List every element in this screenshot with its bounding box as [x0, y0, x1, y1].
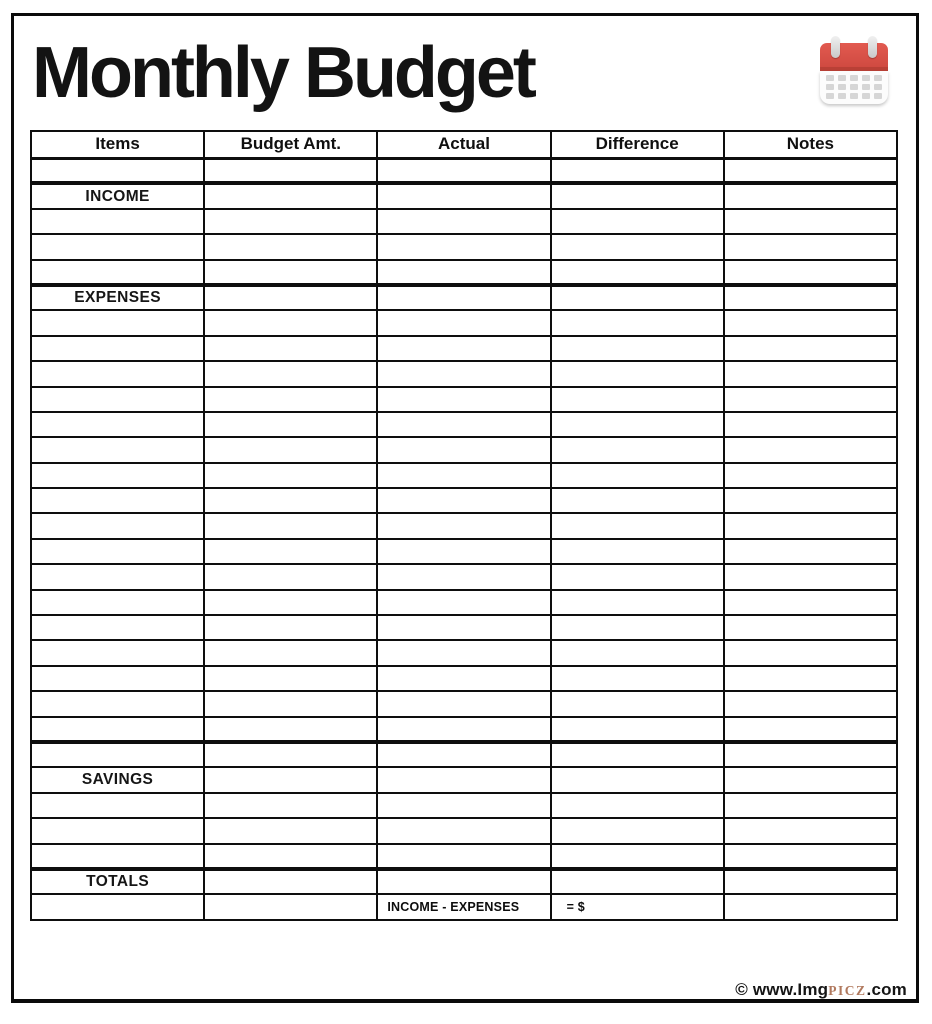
table-cell — [31, 412, 204, 437]
table-row — [31, 513, 897, 538]
table-cell — [551, 513, 724, 538]
table-cell — [724, 361, 897, 386]
watermark-suffix: .com — [866, 980, 907, 999]
table-cell — [204, 183, 377, 208]
watermark-prefix: © www.Img — [735, 980, 829, 999]
table-cell — [204, 894, 377, 919]
table-cell — [204, 564, 377, 589]
calendar-ring-icon — [831, 36, 840, 58]
table-cell — [31, 742, 204, 767]
table-cell-difference: = $ — [551, 894, 724, 919]
table-cell — [204, 869, 377, 894]
table-cell — [31, 691, 204, 716]
table-cell — [551, 260, 724, 285]
table-row — [31, 894, 897, 919]
table-cell — [377, 488, 550, 513]
calendar-dots — [820, 75, 888, 99]
table-cell — [724, 539, 897, 564]
table-cell — [31, 844, 204, 869]
table-cell — [31, 539, 204, 564]
table-row — [31, 209, 897, 234]
table-cell — [551, 564, 724, 589]
table-cell — [724, 844, 897, 869]
table-cell — [377, 539, 550, 564]
table-cell — [724, 412, 897, 437]
table-cell — [724, 742, 897, 767]
table-cell-items: EXPENSES — [31, 285, 204, 310]
table-row — [31, 361, 897, 386]
table-cell — [204, 615, 377, 640]
calendar-dot — [838, 75, 846, 81]
table-cell — [204, 437, 377, 462]
table-cell — [204, 209, 377, 234]
table-cell — [31, 564, 204, 589]
table-cell — [31, 361, 204, 386]
calendar-dot — [850, 84, 858, 90]
table-cell — [31, 336, 204, 361]
table-row — [31, 717, 897, 742]
table-cell-items: SAVINGS — [31, 767, 204, 792]
table-row — [31, 183, 897, 208]
calendar-ring-icon — [868, 36, 877, 58]
table-cell — [377, 310, 550, 335]
table-row — [31, 742, 897, 767]
table-row — [31, 691, 897, 716]
table-cell — [204, 691, 377, 716]
table-cell — [204, 310, 377, 335]
table-cell — [377, 742, 550, 767]
calendar-dot — [850, 75, 858, 81]
table-cell — [377, 615, 550, 640]
table-row — [31, 844, 897, 869]
table-cell — [31, 488, 204, 513]
table-cell — [551, 183, 724, 208]
table-cell — [31, 437, 204, 462]
table-body — [31, 158, 897, 920]
table-cell — [724, 437, 897, 462]
table-row — [31, 285, 897, 310]
table-cell — [31, 717, 204, 742]
calendar-dot — [862, 84, 870, 90]
column-header-actual: Actual — [377, 131, 550, 158]
table-cell — [724, 691, 897, 716]
table-cell — [724, 260, 897, 285]
table-cell — [377, 818, 550, 843]
table-cell — [724, 463, 897, 488]
column-header-budget-amt: Budget Amt. — [204, 131, 377, 158]
table-cell — [204, 285, 377, 310]
table-cell — [204, 234, 377, 259]
page-title: Monthly Budget — [32, 33, 534, 113]
table-cell — [724, 285, 897, 310]
table-row — [31, 590, 897, 615]
table-cell — [724, 513, 897, 538]
table-row — [31, 615, 897, 640]
table-cell — [551, 285, 724, 310]
calendar-dot — [826, 75, 834, 81]
table-cell — [31, 260, 204, 285]
calendar-dot — [826, 84, 834, 90]
table-row — [31, 234, 897, 259]
table-row — [31, 767, 897, 792]
table-row — [31, 666, 897, 691]
table-header-row — [31, 131, 897, 158]
table-cell — [551, 412, 724, 437]
table-row — [31, 488, 897, 513]
table-cell — [31, 513, 204, 538]
table-cell — [551, 387, 724, 412]
table-cell — [204, 767, 377, 792]
table-cell — [377, 183, 550, 208]
table-cell — [377, 209, 550, 234]
table-cell — [377, 158, 550, 183]
table-cell — [551, 361, 724, 386]
table-row — [31, 412, 897, 437]
table-cell — [377, 285, 550, 310]
table-cell — [377, 717, 550, 742]
table-cell — [31, 793, 204, 818]
table-cell — [551, 717, 724, 742]
table-row — [31, 260, 897, 285]
table-cell — [724, 640, 897, 665]
table-cell — [551, 767, 724, 792]
table-cell — [204, 742, 377, 767]
calendar-dot — [862, 75, 870, 81]
table-cell — [551, 209, 724, 234]
table-cell — [31, 310, 204, 335]
table-cell — [377, 691, 550, 716]
table-cell — [551, 336, 724, 361]
table-cell — [377, 463, 550, 488]
column-header-difference: Difference — [551, 131, 724, 158]
table-cell — [204, 844, 377, 869]
table-cell — [204, 260, 377, 285]
table-cell — [204, 463, 377, 488]
calendar-dot — [850, 93, 858, 99]
table-cell — [724, 615, 897, 640]
table-cell — [31, 666, 204, 691]
calendar-dot — [838, 84, 846, 90]
column-header-notes: Notes — [724, 131, 897, 158]
table-cell — [724, 894, 897, 919]
table-cell — [204, 818, 377, 843]
table-cell — [551, 158, 724, 183]
table-cell — [724, 818, 897, 843]
table-cell — [204, 488, 377, 513]
calendar-icon — [820, 36, 888, 104]
table-cell — [724, 310, 897, 335]
table-cell-actual: INCOME - EXPENSES — [377, 894, 550, 919]
table-cell — [551, 463, 724, 488]
watermark — [735, 980, 907, 1000]
table-cell — [31, 818, 204, 843]
column-header-items: Items — [31, 131, 204, 158]
table-cell — [551, 742, 724, 767]
table-cell — [377, 844, 550, 869]
table-cell — [724, 767, 897, 792]
table-cell — [204, 793, 377, 818]
table-cell — [204, 387, 377, 412]
table-cell — [204, 539, 377, 564]
table-cell — [724, 183, 897, 208]
table-cell — [724, 793, 897, 818]
table-cell — [551, 437, 724, 462]
table-cell — [377, 412, 550, 437]
table-cell — [551, 310, 724, 335]
table-cell — [204, 666, 377, 691]
table-row — [31, 640, 897, 665]
table-cell — [551, 844, 724, 869]
table-cell — [724, 209, 897, 234]
table-cell — [377, 793, 550, 818]
table-cell — [204, 590, 377, 615]
table-cell-items: INCOME — [31, 183, 204, 208]
table-row — [31, 336, 897, 361]
table-cell — [204, 513, 377, 538]
table-cell — [377, 767, 550, 792]
table-cell — [551, 793, 724, 818]
table-cell — [31, 640, 204, 665]
calendar-dot — [874, 75, 882, 81]
table-row — [31, 310, 897, 335]
budget-table — [30, 130, 898, 921]
table-cell — [31, 209, 204, 234]
table-cell — [724, 336, 897, 361]
table-cell — [31, 158, 204, 183]
table-cell — [377, 234, 550, 259]
table-row — [31, 387, 897, 412]
table-cell — [551, 818, 724, 843]
table-cell — [724, 666, 897, 691]
table-row — [31, 818, 897, 843]
table-cell — [377, 513, 550, 538]
table-cell — [551, 615, 724, 640]
table-cell — [724, 488, 897, 513]
table-cell — [31, 234, 204, 259]
table-cell — [204, 412, 377, 437]
table-cell-items: TOTALS — [31, 869, 204, 894]
table-cell — [377, 590, 550, 615]
table-cell — [377, 437, 550, 462]
calendar-body — [820, 71, 888, 104]
calendar-dot — [874, 93, 882, 99]
watermark-brand: PICZ — [828, 983, 867, 998]
table-cell — [724, 717, 897, 742]
table-cell — [377, 336, 550, 361]
table-cell — [551, 234, 724, 259]
table-cell — [377, 869, 550, 894]
table-cell — [724, 158, 897, 183]
table-cell — [724, 564, 897, 589]
table-cell — [551, 539, 724, 564]
table-cell — [31, 894, 204, 919]
table-row — [31, 869, 897, 894]
table-cell — [724, 234, 897, 259]
table-cell — [31, 615, 204, 640]
table-cell — [31, 590, 204, 615]
table-row — [31, 158, 897, 183]
table-cell — [551, 590, 724, 615]
calendar-dot — [874, 84, 882, 90]
table-cell — [204, 158, 377, 183]
calendar-dot — [862, 93, 870, 99]
table-cell — [724, 590, 897, 615]
table-cell — [724, 869, 897, 894]
table-cell — [551, 640, 724, 665]
table-cell — [724, 387, 897, 412]
table-cell — [551, 869, 724, 894]
table-cell — [31, 463, 204, 488]
table-cell — [377, 564, 550, 589]
table-row — [31, 437, 897, 462]
table-cell — [377, 361, 550, 386]
table-row — [31, 564, 897, 589]
calendar-dot — [838, 93, 846, 99]
table-row — [31, 539, 897, 564]
table-cell — [377, 640, 550, 665]
table-cell — [551, 488, 724, 513]
table-cell — [377, 666, 550, 691]
table-cell — [204, 717, 377, 742]
table-cell — [377, 387, 550, 412]
table-cell — [551, 691, 724, 716]
calendar-dot — [826, 93, 834, 99]
table-row — [31, 463, 897, 488]
table-cell — [204, 640, 377, 665]
table-row — [31, 793, 897, 818]
table-cell — [31, 387, 204, 412]
table-cell — [551, 666, 724, 691]
table-cell — [204, 361, 377, 386]
table-cell — [204, 336, 377, 361]
table-cell — [377, 260, 550, 285]
